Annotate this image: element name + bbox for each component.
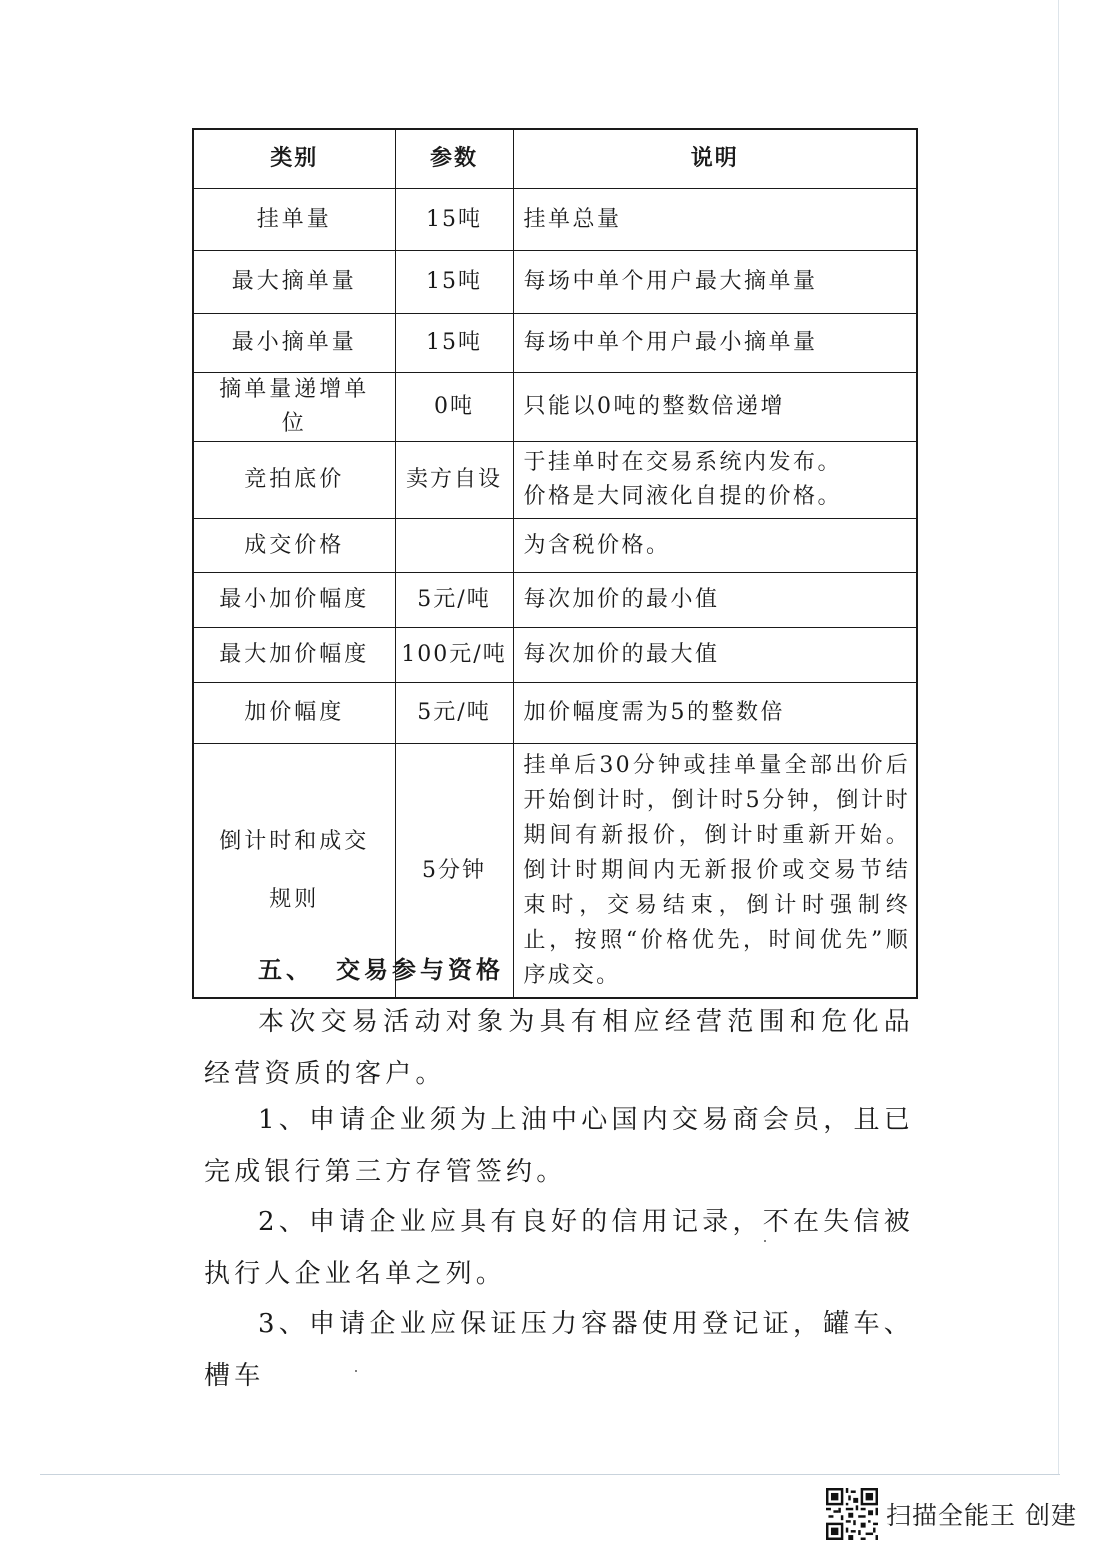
trading-parameters-table bbox=[192, 128, 918, 999]
table-row bbox=[193, 628, 917, 683]
row-desc: 每次加价的最大值 bbox=[513, 628, 917, 683]
body-paragraph: 3、申请企业应保证压力容器使用登记证，罐车、槽车 bbox=[204, 1309, 914, 1391]
table-row bbox=[193, 314, 917, 373]
scan-speck bbox=[355, 1370, 357, 1372]
row-category: 最小加价幅度 bbox=[193, 573, 395, 628]
row-category: 最大摘单量 bbox=[193, 251, 395, 314]
row-category: 成交价格 bbox=[193, 519, 395, 573]
row-category: 倒计时和成交规则 bbox=[193, 744, 395, 999]
row-desc bbox=[513, 442, 917, 519]
body-paragraph: 1、申请企业须为上油中心国内交易商会员，且已完成银行第三方存管签约。 bbox=[204, 1105, 914, 1187]
table-row bbox=[193, 251, 917, 314]
row-param bbox=[395, 519, 513, 573]
table-row bbox=[193, 573, 917, 628]
section-heading bbox=[258, 950, 504, 990]
header-param: 参数 bbox=[395, 129, 513, 189]
table-row bbox=[193, 442, 917, 519]
header-category: 类别 bbox=[193, 129, 395, 189]
row-param: 15吨 bbox=[395, 314, 513, 373]
row-desc-line: 于挂单时在交易系统内发布。 bbox=[523, 450, 843, 475]
row-desc: 只能以0吨的整数倍递增 bbox=[513, 373, 917, 442]
table-row bbox=[193, 683, 917, 744]
table-row bbox=[193, 373, 917, 442]
row-category: 摘单量递增单位 bbox=[193, 373, 395, 442]
row-category: 加价幅度 bbox=[193, 683, 395, 744]
scanner-watermark bbox=[826, 1488, 1077, 1540]
row-category: 竞拍底价 bbox=[193, 442, 395, 519]
scan-speck bbox=[764, 1240, 766, 1242]
scan-edge-line bbox=[1058, 0, 1059, 1475]
row-param: 5元/吨 bbox=[395, 683, 513, 744]
table-row bbox=[193, 519, 917, 573]
body-paragraph: 本次交易活动对象为具有相应经营范围和危化品经营资质的客户。 bbox=[204, 1007, 914, 1089]
row-desc: 挂单后30分钟或挂单量全部出价后开始倒计时，倒计时5分钟，倒计时期间有新报价，倒计时重新开始。倒计时期间内无新报价或交易节结束时，交易结束，倒计时强制终止，按照“价格优先，时间优先”顺序成交。 bbox=[513, 744, 917, 999]
row-category: 最大加价幅度 bbox=[193, 628, 395, 683]
row-desc: 为含税价格。 bbox=[513, 519, 917, 573]
table-row bbox=[193, 189, 917, 251]
row-desc: 加价幅度需为5的整数倍 bbox=[513, 683, 917, 744]
row-desc-line: 价格是大同液化自提的价格。 bbox=[523, 484, 843, 509]
table-header-row bbox=[193, 129, 917, 189]
section-number: 五、 bbox=[258, 956, 314, 984]
qr-code-icon bbox=[826, 1488, 878, 1540]
row-param: 100元/吨 bbox=[395, 628, 513, 683]
row-param: 15吨 bbox=[395, 189, 513, 251]
header-desc: 说明 bbox=[513, 129, 917, 189]
row-param: 5元/吨 bbox=[395, 573, 513, 628]
row-desc: 挂单总量 bbox=[513, 189, 917, 251]
footer-divider bbox=[40, 1474, 1060, 1475]
row-desc: 每场中单个用户最大摘单量 bbox=[513, 251, 917, 314]
row-param: 0吨 bbox=[395, 373, 513, 442]
row-category: 挂单量 bbox=[193, 189, 395, 251]
row-desc: 每场中单个用户最小摘单量 bbox=[513, 314, 917, 373]
section-title: 交易参与资格 bbox=[336, 956, 504, 984]
row-param: 5分钟 bbox=[395, 744, 513, 999]
row-desc: 每次加价的最小值 bbox=[513, 573, 917, 628]
row-category: 最小摘单量 bbox=[193, 314, 395, 373]
scanner-label: 扫描全能王 创建 bbox=[886, 1501, 1077, 1530]
row-param: 15吨 bbox=[395, 251, 513, 314]
row-param: 卖方自设 bbox=[395, 442, 513, 519]
body-paragraph: 2、申请企业应具有良好的信用记录，不在失信被执行人企业名单之列。 bbox=[204, 1207, 914, 1289]
